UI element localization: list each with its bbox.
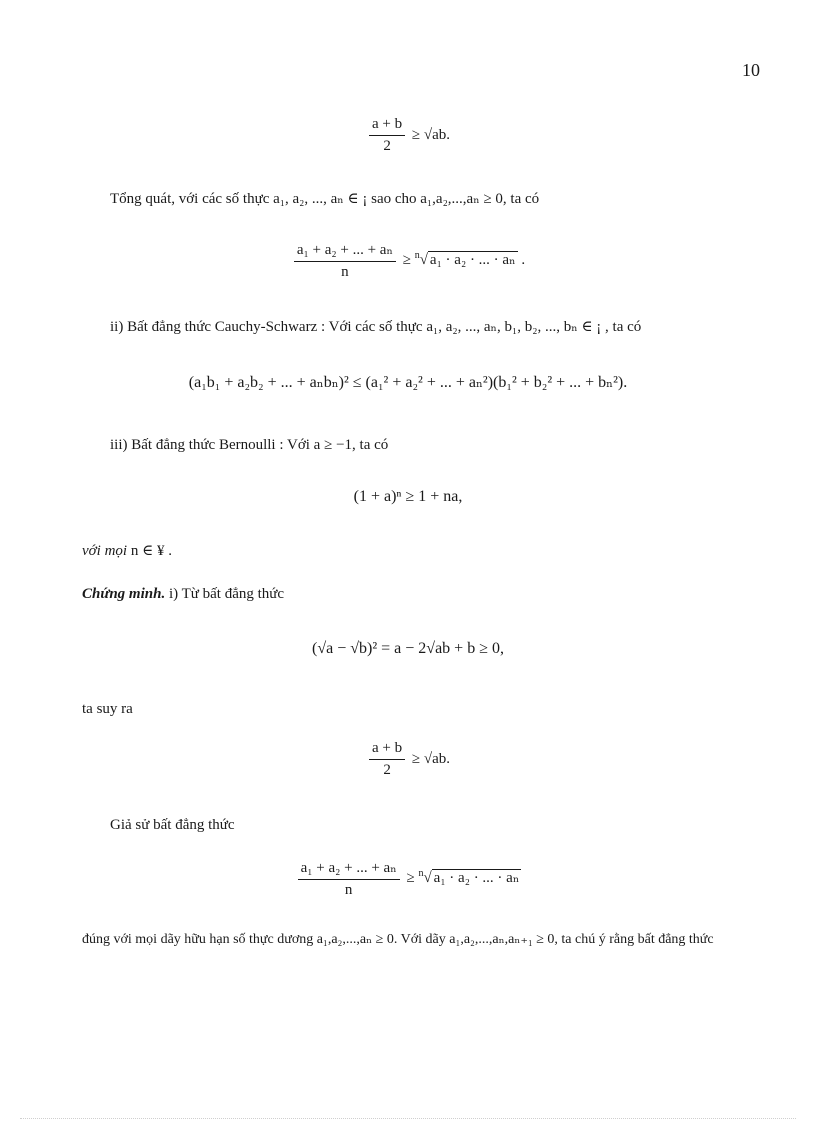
equation-am-gm-general: $\frac{\text{a₁ + a₂ + ... + aₙ}}{n}$ ≥ $^n$√ a₁ · a₂ · ... · aₙ . [0, 240, 816, 281]
tail: . [521, 251, 526, 268]
numerator: a + b [369, 116, 405, 136]
rhs: ≥ √ab. [411, 126, 450, 143]
equation-bernoulli: (1 + a)ⁿ ≥ 1 + na, [353, 488, 463, 505]
equation-cauchy-schwarz: (a₁b₁ + a₂b₂ + ... + aₙbₙ)² ≤ (a₁² + a₂² + ... + aₙ²)(b₁² + b₂² + ... + bₙ²). [188, 374, 628, 391]
numerator: a + b [369, 740, 405, 760]
nth-root: $^n$√ a₁ · a₂ · ... · aₙ [418, 867, 520, 886]
equation-am-gm-two-repeat [0, 740, 816, 779]
nth-root: $^n$√ a₁ · a₂ · ... · aₙ [414, 249, 516, 268]
paragraph-general: Tổng quát, với các số thực a₁, a₂, ..., aₙ ∈ ¡ sao cho a₁,a₂,...,aₙ ≥ 0, ta có [110, 191, 540, 207]
denominator: 2 [383, 762, 391, 778]
text: n ∈ ¥ . [127, 543, 172, 559]
root-index: n [414, 249, 420, 261]
denominator: n [344, 882, 353, 898]
radicand: a₁ · a₂ · ... · aₙ [433, 869, 520, 886]
rhs: ≥ √ab. [411, 750, 450, 767]
equation-am-gm-assumed: $\frac{\text{a₁ + a₂ + ... + aₙ}}{n}$ ≥ $^n$√ a₁ · a₂ · ... · aₙ [0, 858, 816, 899]
page-number: 10 [742, 60, 760, 80]
fraction [369, 116, 405, 155]
fraction [294, 240, 396, 281]
text: i) Từ bất đẳng thức [165, 586, 285, 602]
italic-text: với mọi [82, 543, 128, 559]
radicand: a₁ · a₂ · ... · aₙ [429, 251, 516, 268]
equation-am-gm-two [0, 116, 816, 155]
numerator: a₁ + a₂ + ... + aₙ [298, 858, 400, 880]
bottom-divider [20, 1118, 796, 1119]
denominator: n [341, 264, 349, 280]
paragraph-bernoulli: iii) Bất đẳng thức Bernoulli : Với a ≥ −1, ta có [110, 437, 389, 453]
paragraph-cauchy-schwarz: ii) Bất đẳng thức Cauchy-Schwarz : Với các số thực a₁, a₂, ..., aₙ, b₁, b₂, ..., bₙ ∈ ¡ , ta có [110, 319, 642, 335]
paragraph-induction: đúng với mọi dãy hữu hạn số thực dương a₁,a₂,...,aₙ ≥ 0. Với dãy a₁,a₂,...,aₙ,aₙ₊₁ ≥ 0, ta chú ý rằng bất đẳng thức [82, 932, 714, 947]
root-index: n [418, 867, 424, 879]
fraction [369, 740, 405, 779]
numerator: a₁ + a₂ + ... + aₙ [294, 240, 396, 262]
equation-square: (√a − √b)² = a − 2√ab + b ≥ 0, [312, 640, 504, 657]
denominator: 2 [383, 138, 391, 154]
paragraph-for-all [82, 542, 172, 560]
paragraph-thus: ta suy ra [82, 701, 133, 717]
fraction [298, 858, 400, 899]
proof-label: Chứng minh. [82, 586, 166, 602]
paragraph-proof [82, 585, 284, 603]
paragraph-assume: Giả sử bất đẳng thức [110, 817, 235, 833]
